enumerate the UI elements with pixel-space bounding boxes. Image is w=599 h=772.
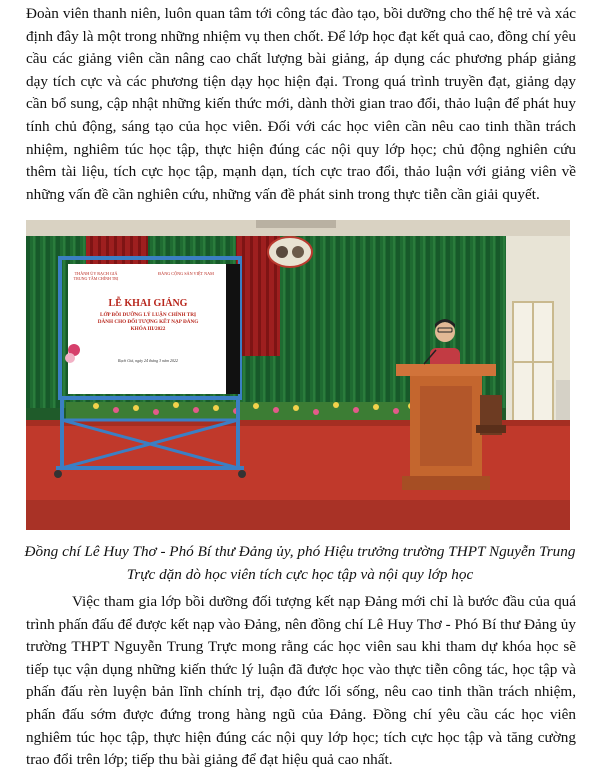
banner-line-3: KHÓA III/2022 xyxy=(130,326,166,332)
banner-date: Rạch Giá, ngày 24 tháng 3 năm 2022 xyxy=(118,358,178,363)
article-paragraph-1: Đoàn viên thanh niên, luôn quan tâm tới công tác đào tạo, bồi dưỡng cho thế hệ trẻ và xác định đây là một trong những nhiệm vụ then chốt. Để lớp học đạt kết quả cao, đồng chí yêu cầu các giảng viên cần nâng cao chất lượng bài giảng, áp dụng các phương pháp giảng dạy tích cực và các phương tiện dạy học hiện đại. Trong quá trình truyền đạt, giảng dạy cần bổ sung, cập nhật những kiến thức mới, dành thời gian trao đổi, thảo luận để phát huy tính chủ động, sáng tạo của học viên. Đối với các học viên cần nêu cao tinh thần trách nhiệm, nghiêm túc học tập, thực hiện đúng các nội quy lớp học; chủ động nghiên cứu thêm tài liệu, tích cực học tập, mạnh dạn, tích cực trao đổi, thảo luận với giảng viên về những vấn đề cần nghiên cứu, những vấn đề phát sinh trong thực tiễn cần giải quyết. xyxy=(26,5,576,203)
banner-header-right: ĐẢNG CỘNG SẢN VIỆT NAM xyxy=(158,271,214,276)
article-paragraph-2: Việc tham gia lớp bồi dưỡng đối tượng kết nạp Đảng mới chỉ là bước đầu của quá trình phấn đấu để được kết nạp vào Đảng, nên đồng chí Lê Huy Thơ - Phó Bí thư Đảng ủy trường THPT Nguyễn Trung Trực mong rằng các học viên sau khi tham dự khóa học sẽ tiếp tục vận dụng những kiến thức lý luận đã được học vào thực tiễn công tác, học tập và phấn đấu rèn luyện bản lĩnh chính trị, đạo đức lối sống, nêu cao tinh thần trách nhiệm, phấn đấu sớm được đứng trong hàng ngũ của Đảng. Đồng chí yêu cầu các học viên nghiêm túc học tập, thực hiện đúng các nội quy lớp học; tích cực học tập và tăng cường trao đổi trên lớp; tiếp thu bài giảng để đạt hiệu quả cao nhất. xyxy=(26,593,576,769)
banner-line-2: DÀNH CHO ĐỐI TƯỢNG KẾT NẠP ĐẢNG xyxy=(97,319,199,325)
event-photo xyxy=(26,220,570,530)
photo-caption: Đồng chí Lê Huy Thơ - Phó Bí thư Đảng ủy, phó Hiệu trưởng trường THPT Nguyễn Trung Trực dặn dò học viên tích cực học tập và nội quy lớp học xyxy=(24,543,576,583)
flower-row xyxy=(66,402,426,420)
portrait-emblem xyxy=(268,237,312,267)
banner-title: LỄ KHAI GIẢNG xyxy=(108,298,188,309)
banner-header-left-2: TRUNG TÂM CHÍNH TRỊ xyxy=(73,276,119,281)
banner-line-1: LỚP BỒI DƯỠNG LÝ LUẬN CHÍNH TRỊ xyxy=(100,312,196,318)
banner-header-left: THÀNH ỦY RẠCH GIÁ xyxy=(74,271,118,276)
